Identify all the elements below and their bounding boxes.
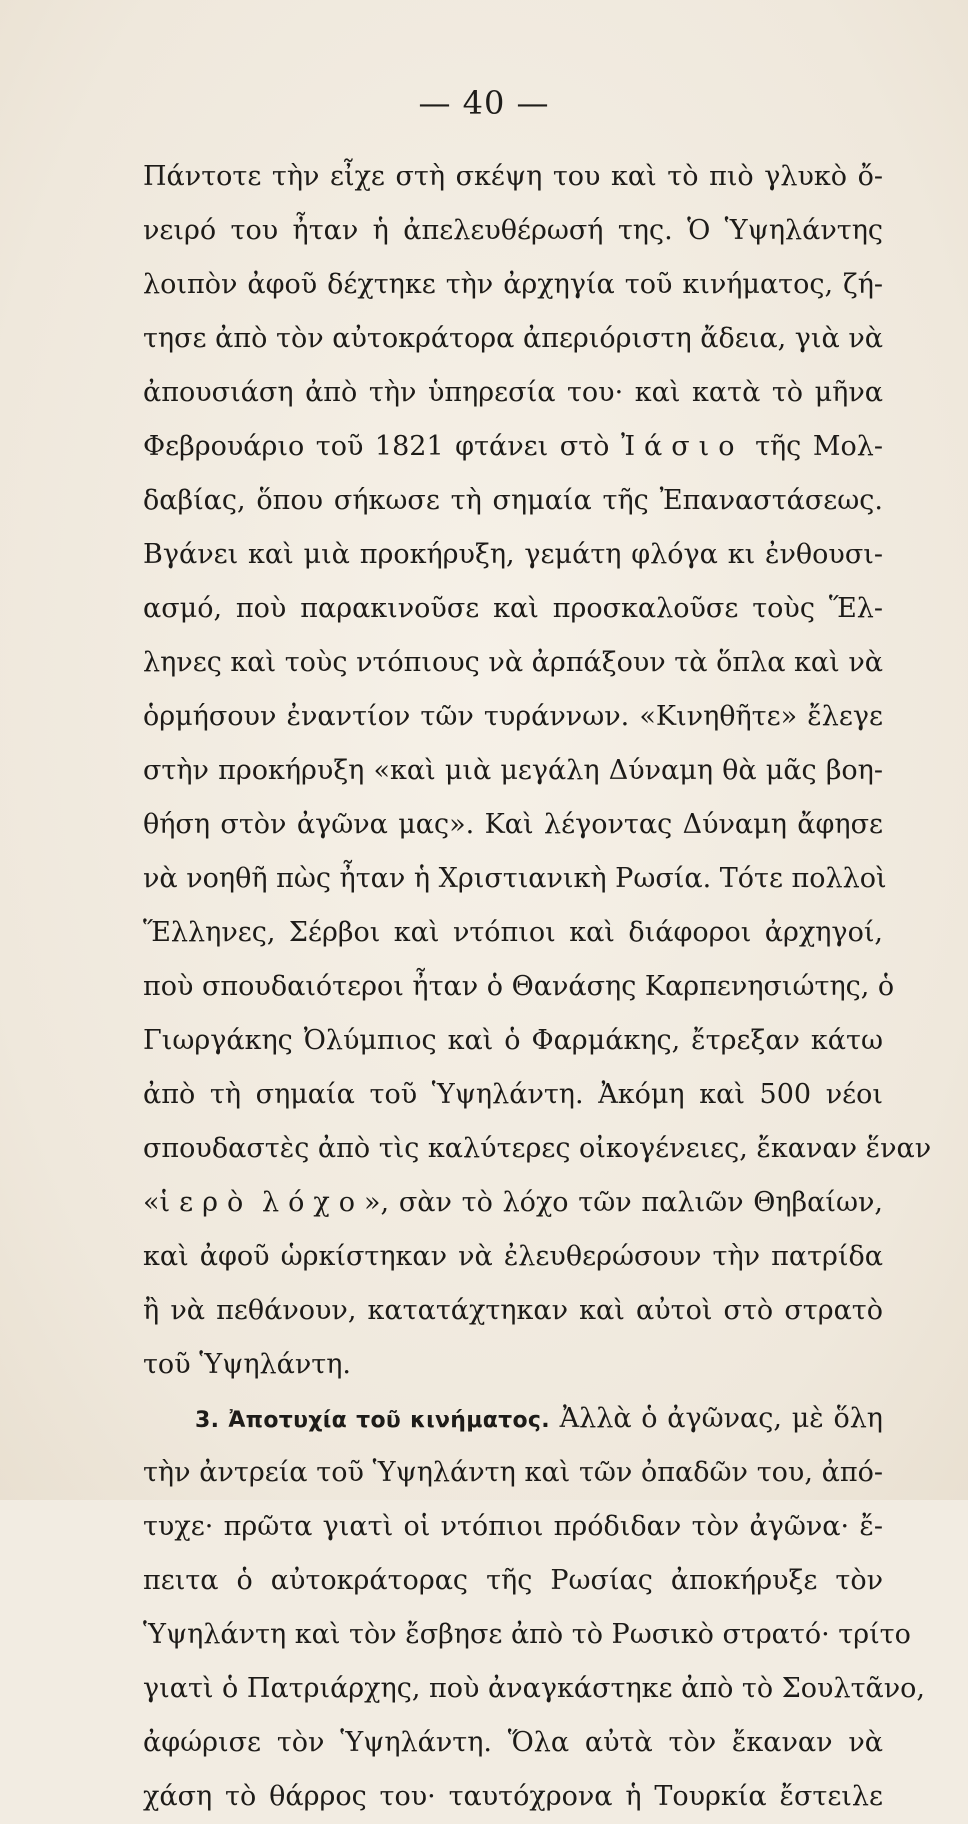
text-fragment: »,	[363, 1187, 390, 1218]
text-line: καὶ ἀφοῦ ὡρκίστηκαν νὰ ἐλευθερώσουν τὴν πατρίδα	[143, 1241, 883, 1272]
text-fragment: Ἀλλὰ ὁ ἀγῶνας, μὲ ὅλη	[559, 1403, 883, 1434]
text-line: ἀπὸ τὴ σημαία τοῦ Ὑψηλάντη. Ἀκόμη καὶ 500 νέοι	[143, 1079, 883, 1110]
text-line: δαβίας, ὅπου σήκωσε τὴ σημαία τῆς Ἐπαναστάσεως.	[143, 485, 883, 516]
text-line	[143, 1176, 883, 1230]
spaced-word: ἱερὸ	[159, 1187, 253, 1218]
text-line: γιατὶ ὁ Πατριάρχης, ποὺ ἀναγκάστηκε ἀπὸ τὸ Σουλτᾶνο,	[143, 1673, 925, 1704]
spaced-word: Ἰάσιο	[620, 431, 744, 462]
text-line: Βγάνει καὶ μιὰ προκήρυξη, γεμάτη φλόγα κι ἐνθουσι-	[143, 539, 883, 570]
text-line: Ἕλληνες, Σέρβοι καὶ ντόπιοι καὶ διάφοροι ἀρχηγοί,	[143, 917, 883, 948]
text-line: χάση τὸ θάρρος του· ταυτόχρονα ἡ Τουρκία ἔστειλε	[143, 1781, 883, 1812]
text-line: ποὺ σπουδαιότεροι ἦταν ὁ Θανάσης Καρπενησιώτης, ὁ	[143, 971, 895, 1002]
text-line: λοιπὸν ἀφοῦ δέχτηκε τὴν ἀρχηγία τοῦ κινήματος, ζή-	[143, 269, 883, 300]
text-line: τοῦ Ὑψηλάντη.	[143, 1349, 351, 1380]
text-line: πειτα ὁ αὐτοκράτορας τῆς Ρωσίας ἀποκήρυξε τὸν	[143, 1565, 883, 1596]
text-line: σπουδαστὲς ἀπὸ τὶς καλύτερες οἰκογένειες, ἔκαναν ἕναν	[143, 1133, 932, 1164]
text-line: Πάντοτε τὴν εἶχε στὴ σκέψη του καὶ τὸ πιὸ γλυκὸ ὄ-	[143, 161, 883, 192]
text-line: θήση στὸν ἀγῶνα μας». Καὶ λέγοντας Δύναμη ἄφησε	[143, 809, 883, 840]
page-number: — 40 —	[418, 84, 550, 122]
text-fragment: σὰν τὸ λόχο τῶν παλιῶν Θηβαίων,	[398, 1187, 883, 1218]
text-line: νὰ νοηθῆ πὼς ἦταν ἡ Χριστιανικὴ Ρωσία. Τότε πολλοὶ	[143, 863, 887, 894]
text-line: Ὑψηλάντη καὶ τὸν ἔσβησε ἀπὸ τὸ Ρωσικὸ στρατό· τρίτο	[143, 1619, 911, 1650]
text-line	[143, 420, 883, 474]
text-line: ληνες καὶ τοὺς ντόπιους νὰ ἀρπάξουν τὰ ὅπλα καὶ νὰ	[143, 647, 883, 678]
text-line: ἀφώρισε τὸν Ὑψηλάντη. Ὅλα αὐτὰ τὸν ἔκαναν νὰ	[143, 1727, 883, 1758]
spaced-word: λόχο	[261, 1187, 364, 1218]
text-fragment: τῆς Μολ-	[743, 431, 883, 462]
text-line: Γιωργάκης Ὀλύμπιος καὶ ὁ Φαρμάκης, ἔτρεξαν κάτω	[143, 1025, 883, 1056]
section-heading: 3. Ἀποτυχία τοῦ κινήματος.	[195, 1408, 550, 1433]
text-fragment: «	[143, 1187, 160, 1218]
text-line	[143, 1392, 883, 1446]
text-line: ὁρμήσουν ἐναντίον τῶν τυράννων. «Κινηθῆτε» ἔλεγε	[143, 701, 883, 732]
text-fragment: Φεβρουάριο τοῦ 1821 φτάνει στὸ	[143, 431, 610, 462]
text-line: τυχε· πρῶτα γιατὶ οἱ ντόπιοι πρόδιδαν τὸν ἀγῶνα· ἔ-	[143, 1511, 883, 1542]
text-line: ἢ νὰ πεθάνουν, κατατάχτηκαν καὶ αὐτοὶ στὸ στρατὸ	[143, 1295, 883, 1326]
text-line: ἀπουσιάση ἀπὸ τὴν ὑπηρεσία του· καὶ κατὰ τὸ μῆνα	[143, 377, 883, 408]
text-line: ασμό, ποὺ παρακινοῦσε καὶ προσκαλοῦσε τοὺς Ἕλ-	[143, 593, 883, 624]
text-line: τὴν ἀντρεία τοῦ Ὑψηλάντη καὶ τῶν ὀπαδῶν του, ἀπό-	[143, 1457, 883, 1488]
text-line: νειρό του ἦταν ἡ ἀπελευθέρωσή της. Ὁ Ὑψηλάντης	[143, 215, 883, 246]
body-text	[143, 150, 932, 1824]
text-line: τησε ἀπὸ τὸν αὐτοκράτορα ἀπεριόριστη ἄδεια, γιὰ νὰ	[143, 323, 883, 354]
text-line: στὴν προκήρυξη «καὶ μιὰ μεγάλη Δύναμη θὰ μᾶς βοη-	[143, 755, 883, 786]
